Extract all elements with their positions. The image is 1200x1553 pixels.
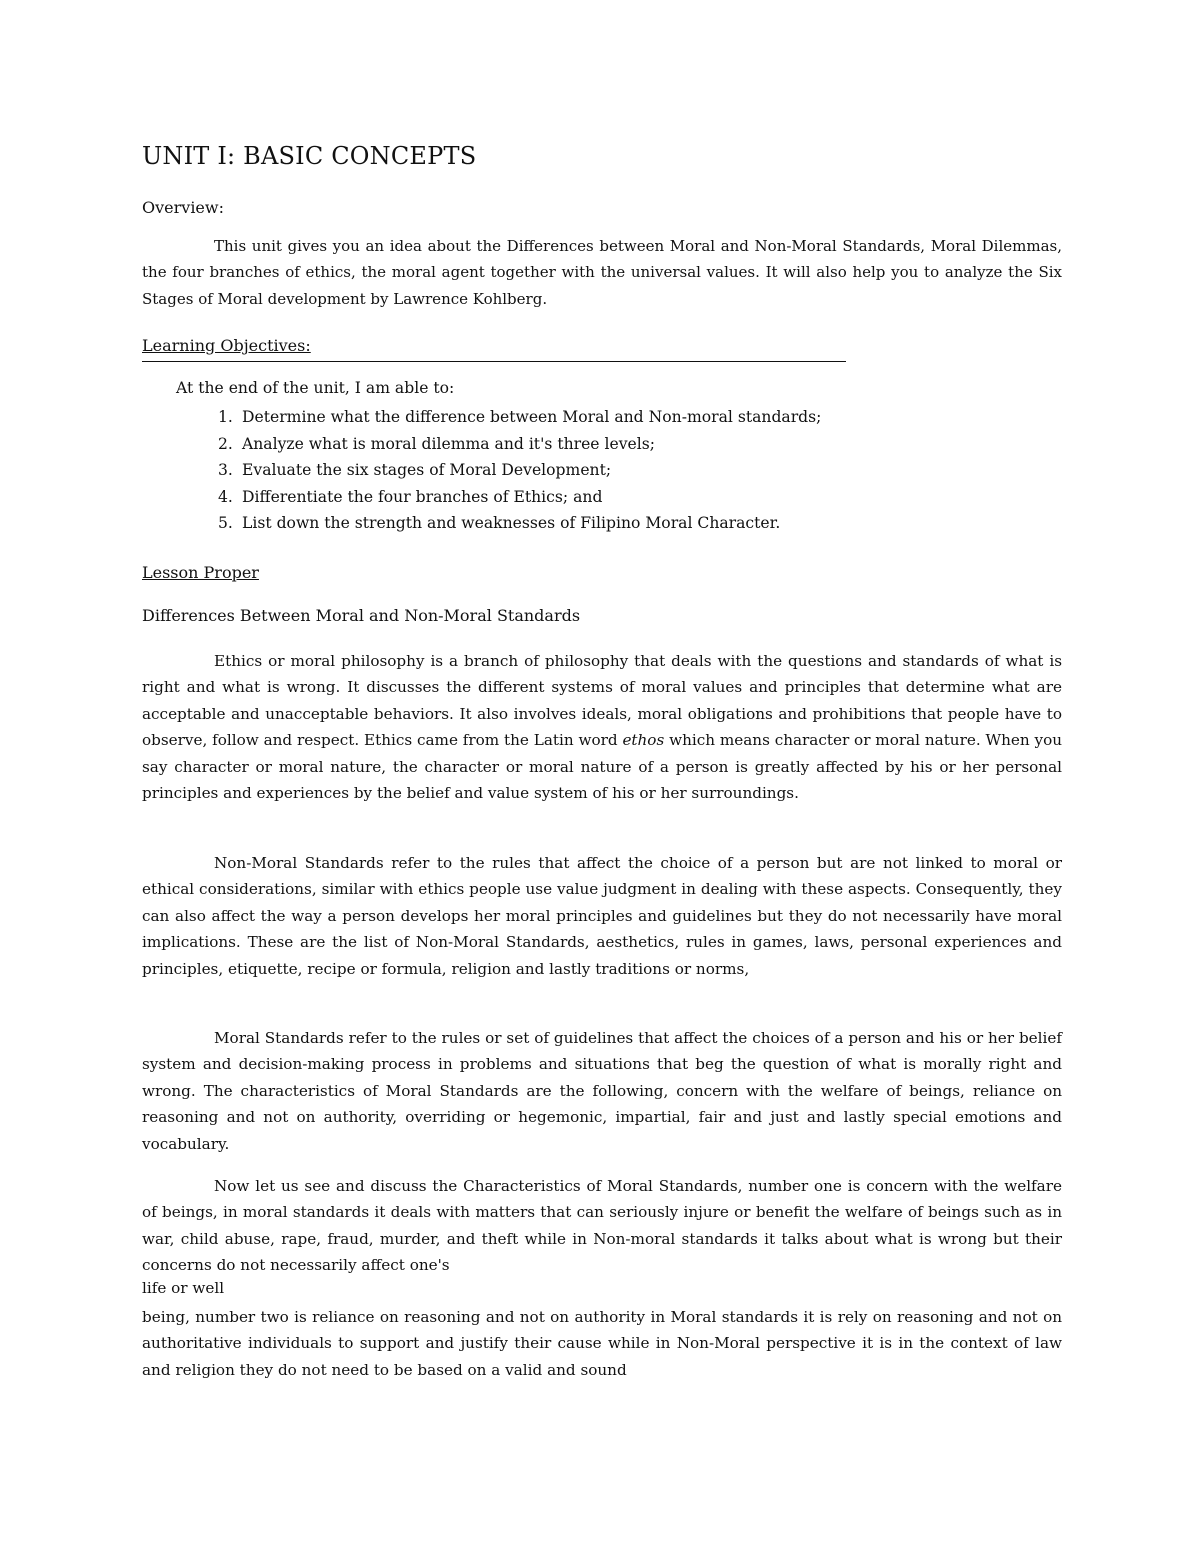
paragraph-reasoning: being, number two is reliance on reasoning and not on authority in Moral standards it is rely on reasoning and not on authoritative individuals to support and justify their cause while in Non-Moral perspective it is in the context of law and religion they do not need to be based on a valid and sound	[142, 1308, 1062, 1379]
learning-objectives-label: Learning Objectives:	[142, 336, 311, 355]
overview-paragraph: This unit gives you an idea about the Differences between Moral and Non-Moral Standards, Moral Dilemmas, the four branches of ethics, the moral agent together with the universal values. It will also help you to analyze the Six Stages of Moral development by Lawrence Kohlberg.	[142, 237, 1062, 308]
lesson-proper-label: Lesson Proper	[142, 563, 259, 582]
list-item: 2. Analyze what is moral dilemma and it's three levels;	[218, 434, 655, 453]
overview-label: Overview:	[142, 198, 224, 217]
objectives-list	[218, 404, 821, 537]
list-item: 4. Differentiate the four branches of Ethics; and	[218, 487, 603, 506]
objectives-underline	[142, 361, 846, 362]
section-heading: Differences Between Moral and Non-Moral Standards	[142, 606, 581, 625]
paragraph-ethics: Ethics or moral philosophy is a branch of philosophy that deals with the questions and standards of what is right and what is wrong. It discusses the different systems of moral values and principles that determine what are acceptable and unacceptable behaviors. It also involves ideals, moral obligations and prohibitions that people have to observe, follow and respect. Ethics came from the Latin word ethos which means character or moral nature. When you say character or moral nature, the character or moral nature of a person is greatly affected by his or her personal principles and experiences by the belief and value system of his or her surroundings.	[142, 652, 1062, 803]
list-item: 1. Determine what the difference between Moral and Non-moral standards;	[218, 408, 822, 426]
latin-term: ethos	[622, 731, 665, 750]
objectives-intro: At the end of the unit, I am able to:	[176, 379, 455, 397]
unit-title: UNIT I: BASIC CONCEPTS	[142, 142, 477, 170]
paragraph-moral-standards: Moral Standards refer to the rules or set of guidelines that affect the choices of a person and his or her belief system and decision-making process in problems and situations that beg the question of what is morally right and wrong. The characteristics of Moral Standards are the following, concern with the welfare of beings, reliance on reasoning and not on authority, overriding or hegemonic, impartial, fair and just and lastly special emotions and vocabulary.	[142, 1029, 1062, 1153]
paragraph-characteristics-end: life or well	[142, 1279, 225, 1297]
list-item: 5. List down the strength and weaknesses of Filipino Moral Character.	[218, 514, 781, 532]
list-item: 3. Evaluate the six stages of Moral Development;	[218, 461, 612, 479]
paragraph-non-moral-standards: Non-Moral Standards refer to the rules that affect the choice of a person but are not linked to moral or ethical considerations, similar with ethics people use value judgment in dealing with these aspects. Consequently, they can also affect the way a person develops her moral principles and guidelines but they do not necessarily have moral implications. These are the list of Non-Moral Standards, aesthetics, rules in games, laws, personal experiences and principles, etiquette, recipe or formula, religion and lastly traditions or norms,	[142, 854, 1062, 978]
paragraph-characteristics: Now let us see and discuss the Characteristics of Moral Standards, number one is concern with the welfare of beings, in moral standards it deals with matters that can seriously injure or benefit the welfare of beings such as in war, child abuse, rape, fraud, murder, and theft while in Non-moral standards it talks about what is wrong but their concerns do not necessarily affect one's	[142, 1177, 1062, 1275]
